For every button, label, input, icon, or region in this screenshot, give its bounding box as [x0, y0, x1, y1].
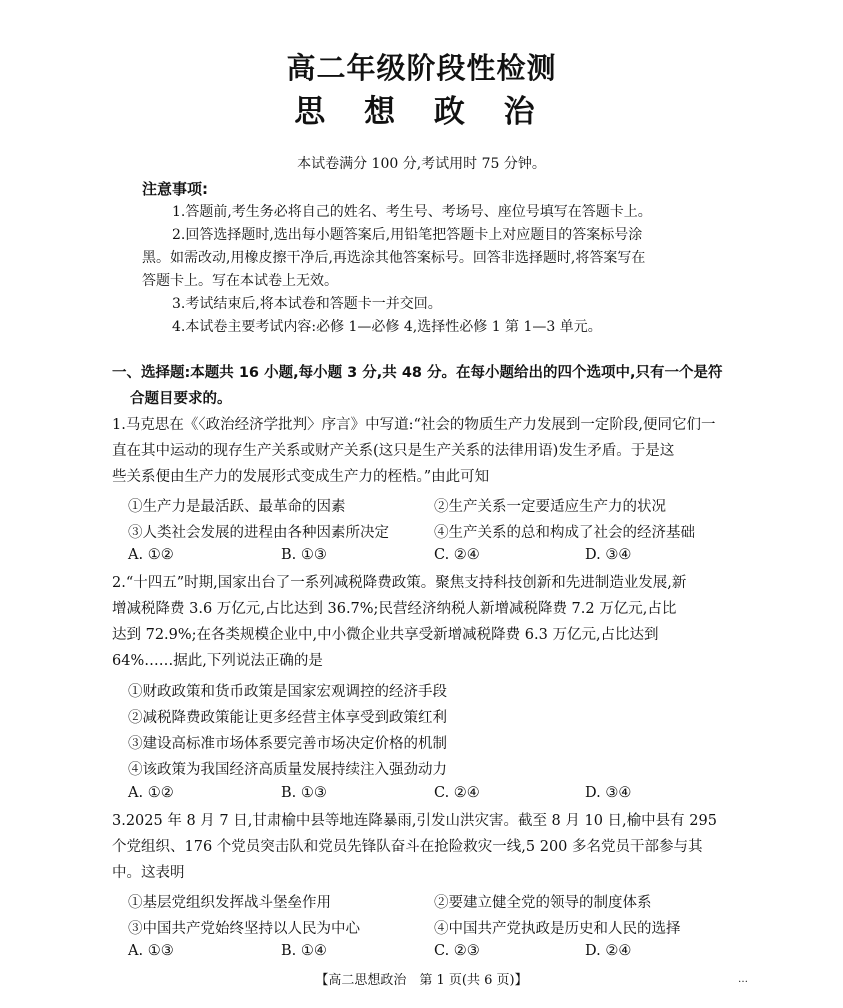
stem-line: 直在其中运动的现存生产关系或财产关系(这只是生产关系的法律用语)发生矛盾。于是这 — [112, 443, 675, 459]
option-b: B. ①④ — [281, 943, 327, 959]
statement: ②要建立健全党的领导的制度体系 — [434, 895, 652, 911]
notice-item: 2.回答选择题时,选出每小题答案后,用铅笔把答题卡上对应题目的答案标号涂 — [172, 227, 643, 243]
statement: ③建设高标准市场体系要完善市场决定价格的机制 — [128, 736, 447, 752]
question-3-stem — [112, 808, 740, 886]
statement: ④该政策为我国经济高质量发展持续注入强劲动力 — [128, 762, 447, 778]
stem-line: 1.马克思在《〈政治经济学批判〉序言》中写道:“社会的物质生产力发展到一定阶段,便同它们一 — [112, 417, 716, 433]
statement: ④生产关系的总和构成了社会的经济基础 — [434, 525, 695, 541]
option-a: A. ①② — [128, 547, 174, 563]
statement: ③中国共产党始终坚持以人民为中心 — [128, 921, 360, 937]
stem-line: 些关系便由生产力的发展形式变成生产力的桎梏。”由此可知 — [112, 469, 490, 485]
statement: ④中国共产党执政是历史和人民的选择 — [434, 921, 681, 937]
option-a: A. ①② — [128, 785, 174, 801]
notice-heading: 注意事项: — [142, 180, 208, 198]
notice-list — [142, 201, 716, 339]
option-a: A. ①③ — [128, 943, 174, 959]
option-b: B. ①③ — [281, 785, 327, 801]
exam-title: 高二年级阶段性检测 — [286, 51, 557, 85]
option-d: D. ②④ — [585, 943, 632, 959]
notice-item: 答题卡上。写在本试卷上无效。 — [142, 273, 338, 289]
notice-item: 黑。如需改动,用橡皮擦干净后,再选涂其他答案标号。回答非选择题时,将答案写在 — [142, 250, 646, 266]
section-line: 合题目要求的。 — [130, 391, 232, 407]
stem-line: 中。这表明 — [112, 865, 185, 881]
stem-line: 增减税降费 3.6 万亿元,占比达到 36.7%;民营经济纳税人新增减税降费 7.2 万亿元,占比 — [112, 601, 677, 617]
stem-line: 3.2025 年 8 月 7 日,甘肃榆中县等地连降暴雨,引发山洪灾害。截至 8 月 10 日,榆中县有 295 — [112, 813, 717, 829]
statement: ①生产力是最活跃、最革命的因素 — [128, 499, 346, 515]
section-line: 一、选择题:本题共 16 小题,每小题 3 分,共 48 分。在每小题给出的四个选项中,只有一个是符 — [112, 365, 723, 381]
question-2-stem — [112, 570, 740, 674]
exam-info: 本试卷满分 100 分,考试用时 75 分钟。 — [297, 156, 546, 172]
notice-item: 1.答题前,考生务必将自己的姓名、考生号、考场号、座位号填写在答题卡上。 — [172, 204, 652, 220]
stem-line: 达到 72.9%;在各类规模企业中,中小微企业共享受新增减税降费 6.3 万亿元,占比达到 — [112, 627, 659, 643]
statement: ②生产关系一定要适应生产力的状况 — [434, 499, 666, 515]
stem-line: 64%……据此,下列说法正确的是 — [112, 653, 323, 669]
question-1-stem — [112, 412, 740, 490]
statement: ①基层党组织发挥战斗堡垒作用 — [128, 895, 331, 911]
stem-line: 个党组织、176 个党员突击队和党员先锋队奋斗在抢险救灾一线,5 200 多名党员干部参与其 — [112, 839, 703, 855]
stem-line: 2.“十四五”时期,国家出台了一系列减税降费政策。聚焦支持科技创新和先进制造业发展,新 — [112, 575, 687, 591]
statement: ③人类社会发展的进程由各种因素所决定 — [128, 525, 389, 541]
option-c: C. ②④ — [434, 547, 480, 563]
notice-item: 4.本试卷主要考试内容:必修 1—必修 4,选择性必修 1 第 1—3 单元。 — [172, 319, 602, 335]
subject-title: 思 想 政 治 — [294, 94, 549, 130]
option-b: B. ①③ — [281, 547, 327, 563]
page-footer: 【高二思想政治 第 1 页(共 6 页)】 — [315, 973, 528, 988]
option-c: C. ②④ — [434, 785, 480, 801]
statement: ②减税降费政策能让更多经营主体享受到政策红利 — [128, 710, 447, 726]
option-c: C. ②③ — [434, 943, 480, 959]
section-heading — [112, 360, 752, 412]
option-d: D. ③④ — [585, 547, 632, 563]
option-d: D. ③④ — [585, 785, 632, 801]
statement: ①财政政策和货币政策是国家宏观调控的经济手段 — [128, 684, 447, 700]
notice-item: 3.考试结束后,将本试卷和答题卡一并交回。 — [172, 296, 442, 312]
corner-mark: … — [738, 974, 748, 985]
